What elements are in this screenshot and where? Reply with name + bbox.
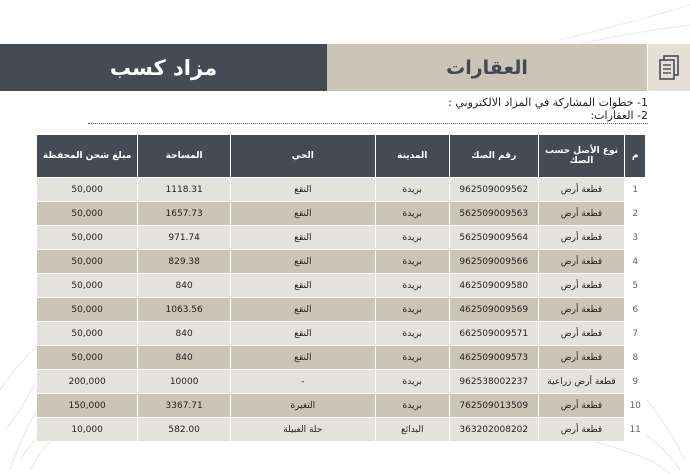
cell-city: بريدة — [375, 250, 449, 274]
cell-wallet-amount: 50,000 — [37, 298, 138, 322]
brand-title: مزاد كسب — [0, 44, 327, 91]
col-header-area: المساحة — [138, 135, 231, 178]
cell-wallet-amount: 200,000 — [37, 370, 138, 394]
cell-wallet-amount: 50,000 — [37, 274, 138, 298]
cell-asset-type: قطعة أرض — [538, 298, 625, 322]
cell-deed-number: 462509009573 — [449, 346, 538, 370]
table-row — [37, 298, 646, 322]
cell-wallet-amount: 10,000 — [37, 418, 138, 442]
intro-line-1: 1- خطوات المشاركة في المزاد الالكتروني : — [448, 96, 648, 109]
cell-area: 971.74 — [138, 226, 231, 250]
table-row — [37, 322, 646, 346]
table-row — [37, 274, 646, 298]
cell-index: 11 — [625, 418, 646, 442]
cell-asset-type: قطعة أرض — [538, 202, 625, 226]
table-row — [37, 250, 646, 274]
cell-index: 3 — [625, 226, 646, 250]
cell-asset-type: قطعة أرض — [538, 274, 625, 298]
table-row — [37, 346, 646, 370]
col-header-deed-number: رقم الصك — [449, 135, 538, 178]
table-header-row — [37, 135, 646, 178]
cell-asset-type: قطعة أرض — [538, 346, 625, 370]
cell-city: بريدة — [375, 202, 449, 226]
cell-asset-type: قطعة أرض — [538, 250, 625, 274]
cell-index: 10 — [625, 394, 646, 418]
cell-district: النقع — [231, 250, 376, 274]
cell-index: 2 — [625, 202, 646, 226]
table-row — [37, 226, 646, 250]
cell-wallet-amount: 50,000 — [37, 250, 138, 274]
cell-asset-type: قطعة أرض — [538, 178, 625, 202]
cell-area: 1118.31 — [138, 178, 231, 202]
cell-wallet-amount: 50,000 — [37, 226, 138, 250]
cell-area: 10000 — [138, 370, 231, 394]
cell-city: بريدة — [375, 178, 449, 202]
intro-line-2: 2- العقارات: — [88, 109, 648, 124]
cell-district: النقع — [231, 178, 376, 202]
cell-city: بريدة — [375, 394, 449, 418]
cell-wallet-amount: 50,000 — [37, 202, 138, 226]
cell-index: 6 — [625, 298, 646, 322]
cell-area: 840 — [138, 346, 231, 370]
table-row — [37, 394, 646, 418]
col-header-district: الحي — [231, 135, 376, 178]
documents-icon — [648, 44, 690, 91]
cell-area: 1657.73 — [138, 202, 231, 226]
cell-area: 582.00 — [138, 418, 231, 442]
header-bar — [0, 44, 690, 91]
cell-wallet-amount: 50,000 — [37, 346, 138, 370]
properties-table — [36, 134, 646, 442]
cell-deed-number: 462509009569 — [449, 298, 538, 322]
cell-deed-number: 962538002237 — [449, 370, 538, 394]
section-title: العقارات — [327, 44, 647, 91]
cell-area: 1063.56 — [138, 298, 231, 322]
cell-index: 9 — [625, 370, 646, 394]
cell-area: 3367.71 — [138, 394, 231, 418]
cell-deed-number: 962509009566 — [449, 250, 538, 274]
cell-index: 4 — [625, 250, 646, 274]
cell-deed-number: 662509009571 — [449, 322, 538, 346]
cell-district: حلة العبيلة — [231, 418, 376, 442]
cell-district: النقع — [231, 202, 376, 226]
cell-asset-type: قطعة أرض — [538, 226, 625, 250]
cell-district: النقع — [231, 346, 376, 370]
col-header-asset-type: نوع الأصل حسب الصك — [538, 135, 625, 178]
cell-city: بريدة — [375, 370, 449, 394]
cell-district: - — [231, 370, 376, 394]
col-header-city: المدينة — [375, 135, 449, 178]
table-row — [37, 370, 646, 394]
cell-deed-number: 562509009564 — [449, 226, 538, 250]
cell-wallet-amount: 150,000 — [37, 394, 138, 418]
cell-city: البدائع — [375, 418, 449, 442]
cell-city: بريدة — [375, 298, 449, 322]
cell-asset-type: قطعة أرض — [538, 418, 625, 442]
cell-asset-type: قطعة أرض — [538, 394, 625, 418]
cell-city: بريدة — [375, 322, 449, 346]
cell-deed-number: 962509009562 — [449, 178, 538, 202]
table-row — [37, 178, 646, 202]
table-row — [37, 202, 646, 226]
cell-district: النقع — [231, 298, 376, 322]
cell-area: 829.38 — [138, 250, 231, 274]
cell-city: بريدة — [375, 226, 449, 250]
cell-deed-number: 762509013509 — [449, 394, 538, 418]
cell-city: بريدة — [375, 346, 449, 370]
cell-wallet-amount: 50,000 — [37, 178, 138, 202]
cell-area: 840 — [138, 322, 231, 346]
cell-index: 5 — [625, 274, 646, 298]
cell-wallet-amount: 50,000 — [37, 322, 138, 346]
cell-district: التغيرة — [231, 394, 376, 418]
cell-asset-type: قطعة أرض — [538, 322, 625, 346]
leaf-decoration-top — [560, 0, 690, 44]
col-header-index: م — [625, 135, 646, 178]
cell-index: 7 — [625, 322, 646, 346]
cell-district: النقع — [231, 274, 376, 298]
cell-deed-number: 363202008202 — [449, 418, 538, 442]
cell-city: بريدة — [375, 274, 449, 298]
cell-deed-number: 562509009563 — [449, 202, 538, 226]
col-header-wallet-amount: مبلغ شحن المحفظة — [37, 135, 138, 178]
table-row — [37, 418, 646, 442]
cell-index: 1 — [625, 178, 646, 202]
cell-area: 840 — [138, 274, 231, 298]
cell-district: النقع — [231, 322, 376, 346]
cell-asset-type: قطعة أرض زراعية — [538, 370, 625, 394]
cell-index: 8 — [625, 346, 646, 370]
cell-deed-number: 462509009580 — [449, 274, 538, 298]
intro-text — [88, 96, 648, 124]
cell-district: النقع — [231, 226, 376, 250]
